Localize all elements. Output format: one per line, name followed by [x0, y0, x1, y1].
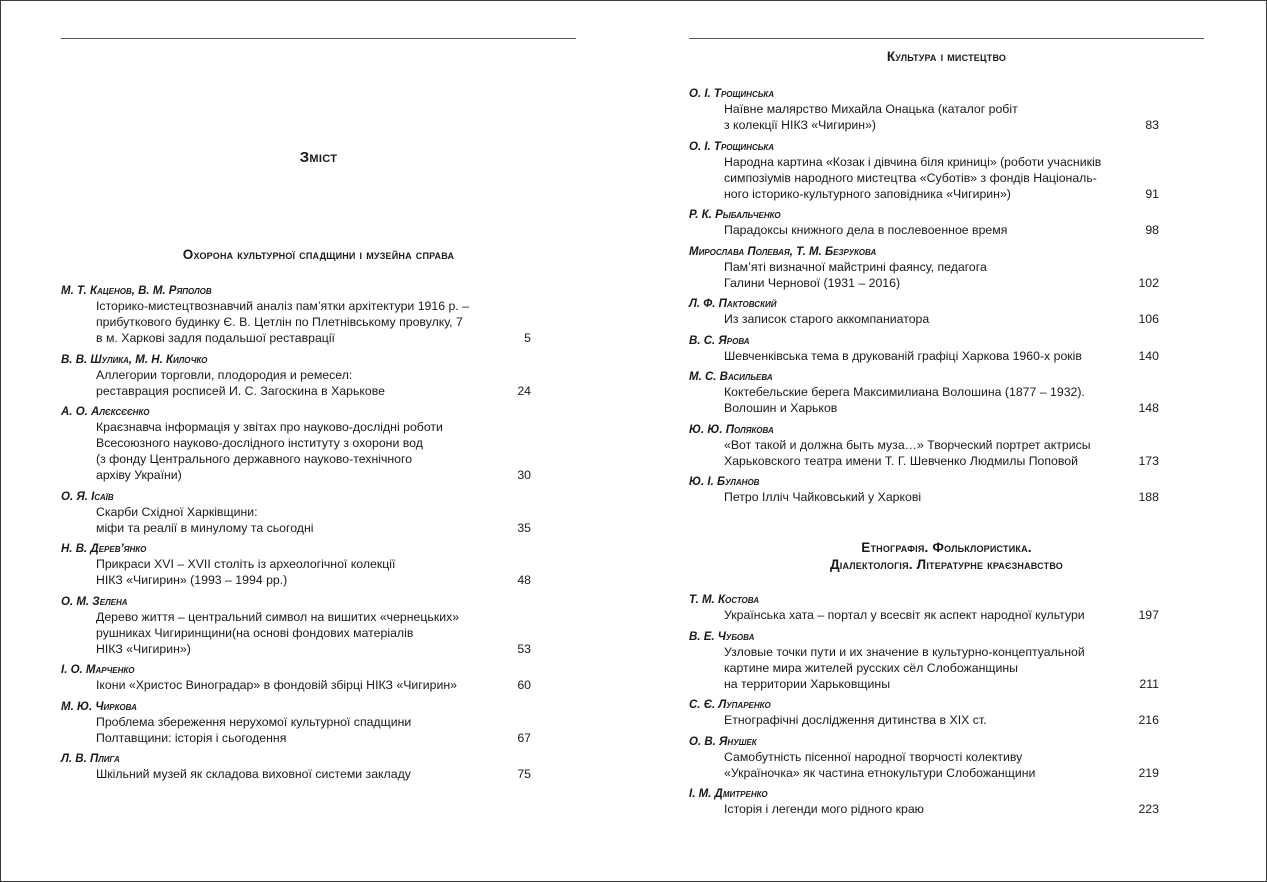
entry-body: [689, 222, 1159, 238]
entry-author: Мирослава Полевая, Т. М. Безрукова: [689, 245, 877, 258]
entry-body: [689, 749, 1159, 781]
entry-title-line: в м. Харкові задля подальшої реставрації: [96, 331, 335, 345]
entry-title-line: Из записок старого аккомпаниатора: [724, 312, 930, 326]
section-heading-ethnography: [689, 539, 1204, 573]
entry-body: [61, 419, 531, 483]
left-header-rule: [61, 38, 576, 39]
toc-entry: [689, 245, 1159, 291]
entry-page-number: 91: [1145, 186, 1159, 201]
entry-author: Л. Ф. Пактовский: [689, 298, 777, 310]
entry-title: [61, 609, 497, 657]
entry-author: В. С. Ярова: [689, 334, 750, 347]
entry-page-number: 35: [517, 520, 531, 535]
entry-title: [61, 677, 497, 693]
entry-title-line: Українська хата – портал у всесвіт як аспект народної культури: [724, 608, 1085, 622]
entry-author: О. І. Трощинська: [689, 88, 775, 100]
entry-title: [61, 766, 497, 782]
entry-title-line: Народна картина «Козак і дівчина біля криниці» (роботи учасників: [724, 154, 1102, 169]
entry-title: [61, 714, 497, 746]
section-heading-culture: Культура і мистецтво: [886, 49, 1007, 64]
entry-page-number: 102: [1138, 275, 1159, 290]
entry-body: [689, 101, 1159, 133]
entry-page-number: 60: [517, 678, 531, 692]
entry-title-line: Парадоксы книжного дела в послевоенное время: [724, 223, 1008, 237]
right-header-rule: [689, 38, 1204, 39]
entry-body: [61, 714, 531, 746]
entry-page-number: 67: [517, 730, 531, 745]
entry-body: [689, 644, 1159, 692]
entry-page-number: 173: [1138, 453, 1159, 468]
entry-author: М. Ю. Чиркова: [61, 700, 137, 713]
entry-title: [689, 259, 1125, 291]
entry-title: [689, 437, 1125, 469]
toc-entry: [61, 663, 531, 693]
entry-body: [689, 154, 1159, 202]
contents-title: Зміст: [299, 149, 338, 166]
entry-title-line: Дерево життя – центральний символ на вишитих «чернецьких»: [96, 609, 460, 624]
entry-page-number: 83: [1145, 118, 1159, 132]
entry-author: Ю. І. Буланов: [689, 476, 760, 488]
toc-entry: [689, 475, 1159, 505]
toc-entry: [689, 593, 1159, 623]
entry-title-line: НІКЗ «Чигирин» (1993 – 1994 рр.): [96, 573, 288, 587]
entry-author: О. М. Зелена: [61, 595, 128, 608]
section-heading-line-2: Діалектологія. Літературне краєзнавство: [829, 557, 1064, 572]
toc-entry: [689, 297, 1159, 327]
entry-title-line: Шевченківська тема в друкованій графіці Харкова 1960-х років: [724, 348, 1082, 363]
entry-title: [689, 311, 1125, 327]
toc-entry: [689, 735, 1159, 781]
entry-title-line: Краєзнавча інформація у звітах про науково-дослідні роботи: [96, 420, 443, 434]
entry-title-line: Коктебельские берега Максимилиана Волошина (1877 – 1932).: [724, 385, 1085, 399]
entry-title: [689, 154, 1125, 202]
entry-title: [689, 749, 1125, 781]
entry-title: [689, 489, 1125, 505]
entry-title-line: ного історико-культурного заповідника «Чигирин»): [724, 186, 1011, 201]
toc-entry: [689, 698, 1159, 728]
entry-title-line: симпозіумів народного мистецтва «Суботів» з фондів Національ-: [724, 170, 1097, 185]
entry-title-line: прибуткового будинку Є. В. Цетлін по Плетнівському провулку, 7: [96, 315, 463, 329]
entry-body: [61, 766, 531, 782]
toc-entry: [689, 370, 1159, 416]
toc-entry: [689, 787, 1159, 817]
entry-page-number: 106: [1138, 312, 1159, 326]
entry-body: [689, 712, 1159, 728]
entry-author: І. О. Марченко: [61, 664, 135, 676]
toc-entry: [61, 284, 531, 346]
entry-title-line: з колекції НІКЗ «Чигирин»): [724, 118, 876, 132]
section-heading-heritage: Охорона культурної спадщини і музейна справа: [182, 247, 455, 262]
toc-list-heritage: [61, 284, 531, 789]
entry-page-number: 197: [1138, 608, 1159, 622]
entry-title-line: на территории Харьковщины: [724, 676, 891, 691]
entry-author: А. О. Алєксєєнко: [61, 406, 150, 418]
entry-page-number: 53: [517, 641, 531, 656]
entry-title-line: Аллегории торговли, плодородия и ремесел:: [96, 367, 353, 382]
entry-title-line: Харьковского театра имени Т. Г. Шевченко Людмилы Поповой: [724, 453, 1078, 468]
entry-title: [689, 384, 1125, 416]
entry-body: [689, 607, 1159, 623]
entry-body: [61, 609, 531, 657]
entry-page-number: 48: [517, 573, 531, 587]
entry-title-line: Волошин и Харьков: [724, 401, 838, 415]
entry-title-line: Всесоюзного науково-дослідного інституту з охорони вод: [96, 436, 423, 450]
entry-title: [61, 504, 497, 536]
entry-author: Л. В. Плига: [61, 753, 120, 765]
entry-body: [689, 384, 1159, 416]
entry-title-line: Етнографічні дослідження дитинства в XIX ст.: [724, 713, 987, 727]
toc-entry: [689, 140, 1159, 202]
entry-title-line: Історія і легенди мого рідного краю: [724, 802, 924, 816]
entry-title-line: Полтавщини: історія і сьогодення: [96, 730, 287, 745]
toc-entry: [61, 595, 531, 657]
entry-author: Р. К. Рыбальченко: [689, 209, 781, 221]
entry-author: І. М. Дмитренко: [689, 788, 768, 800]
toc-entry: [61, 752, 531, 782]
entry-title-line: картине мира жителей русских сёл Слобожанщины: [724, 660, 1018, 675]
toc-list-culture: [689, 87, 1159, 512]
section-heading-line-1: Етнографія. Фольклористика.: [861, 540, 1032, 555]
entry-title-line: архіву України): [96, 468, 182, 482]
entry-title-line: Пам’яті визначної майстрині фаянсу, педагога: [724, 259, 987, 274]
entry-body: [689, 801, 1159, 817]
entry-author: О. Я. Ісаїв: [61, 490, 114, 503]
toc-entry: [689, 423, 1159, 469]
entry-title: [61, 367, 497, 399]
entry-title-line: Наївне малярство Михайла Онацька (каталог робіт: [724, 102, 1018, 116]
entry-title-line: Скарби Східної Харківщини:: [96, 504, 258, 519]
entry-page-number: 216: [1138, 713, 1159, 727]
entry-title: [689, 644, 1125, 692]
entry-body: [61, 677, 531, 693]
entry-body: [61, 504, 531, 536]
toc-entry: [689, 87, 1159, 133]
entry-body: [689, 259, 1159, 291]
entry-page-number: 24: [517, 383, 531, 398]
entry-title: [689, 348, 1125, 364]
entry-title: [689, 101, 1125, 133]
entry-page-number: 223: [1138, 802, 1159, 816]
entry-body: [689, 311, 1159, 327]
entry-title: [689, 222, 1125, 238]
entry-body: [689, 348, 1159, 364]
entry-author: О. В. Янушек: [689, 735, 757, 748]
entry-title-line: Галини Чернової (1931 – 2016): [724, 275, 901, 290]
entry-page-number: 140: [1138, 348, 1159, 363]
entry-title-line: Проблема збереження нерухомої культурної спадщини: [96, 714, 412, 729]
entry-author: О. І. Трощинська: [689, 140, 775, 153]
toc-entry: [689, 334, 1159, 364]
entry-author: М. С. Васильева: [689, 371, 773, 383]
entry-title: [61, 556, 497, 588]
entry-title-line: НІКЗ «Чигирин»): [96, 641, 191, 656]
entry-title-line: «Вот такой и должна быть муза…» Творческий портрет актрисы: [724, 437, 1091, 452]
entry-page-number: 219: [1138, 765, 1159, 780]
entry-title-line: міфи та реалії в минулому та сьогодні: [96, 520, 314, 535]
entry-author: М. Т. Каценов, В. М. Ряполов: [61, 285, 212, 297]
entry-title-line: Узловые точки пути и их значение в культурно-концептуальной: [724, 644, 1085, 659]
entry-body: [61, 367, 531, 399]
entry-page-number: 98: [1145, 223, 1159, 237]
toc-entry: [61, 353, 531, 399]
entry-title-line: Петро Ілліч Чайковський у Харкові: [724, 490, 922, 504]
entry-title-line: Шкільний музей як складова виховної системи закладу: [96, 767, 411, 781]
toc-entry: [61, 490, 531, 536]
entry-page-number: 75: [517, 767, 531, 781]
entry-body: [689, 489, 1159, 505]
entry-body: [689, 437, 1159, 469]
toc-list-ethnography: [689, 593, 1159, 824]
entry-title-line: (з фонду Центрального державного науково-технічного: [96, 452, 413, 466]
entry-author: В. В. Шулика, М. Н. Килочко: [61, 353, 208, 366]
toc-entry: [61, 405, 531, 483]
toc-entry: [61, 542, 531, 588]
entry-title-line: реставрация росписей И. С. Загоскина в Харькове: [96, 383, 385, 398]
entry-title-line: «Україночка» як частина етнокультури Слобожанщини: [724, 765, 1036, 780]
entry-title: [689, 801, 1125, 817]
entry-body: [61, 298, 531, 346]
entry-author: С. Є. Лупаренко: [689, 699, 771, 711]
toc-entry: [689, 208, 1159, 238]
toc-entry: [61, 700, 531, 746]
entry-page-number: 211: [1139, 676, 1159, 691]
entry-title-line: Історико-мистецтвознавчий аналіз пам’ятки архітектури 1916 р. –: [96, 299, 469, 313]
entry-title-line: Самобутність пісенної народної творчості колективу: [724, 749, 1023, 764]
entry-title-line: Ікони «Христос Виноградар» в фондовій збірці НІКЗ «Чигирин»: [96, 678, 457, 692]
entry-title: [689, 607, 1125, 623]
entry-body: [61, 556, 531, 588]
entry-title: [689, 712, 1125, 728]
entry-page-number: 148: [1138, 401, 1159, 415]
entry-page-number: 30: [517, 468, 531, 482]
entry-title: [61, 419, 497, 483]
entry-author: Н. В. Дерев’янко: [61, 543, 147, 555]
entry-author: Ю. Ю. Полякова: [689, 423, 774, 436]
entry-title-line: рушниках Чигиринщини(на основі фондових матеріалів: [96, 625, 414, 640]
entry-author: В. Е. Чубова: [689, 630, 755, 643]
entry-title-line: Прикраси XVI – XVII століть із археологічної колекції: [96, 557, 396, 571]
entry-page-number: 188: [1138, 490, 1159, 504]
entry-page-number: 5: [524, 331, 531, 345]
entry-author: Т. М. Костова: [689, 594, 759, 606]
entry-title: [61, 298, 497, 346]
toc-entry: [689, 630, 1159, 692]
